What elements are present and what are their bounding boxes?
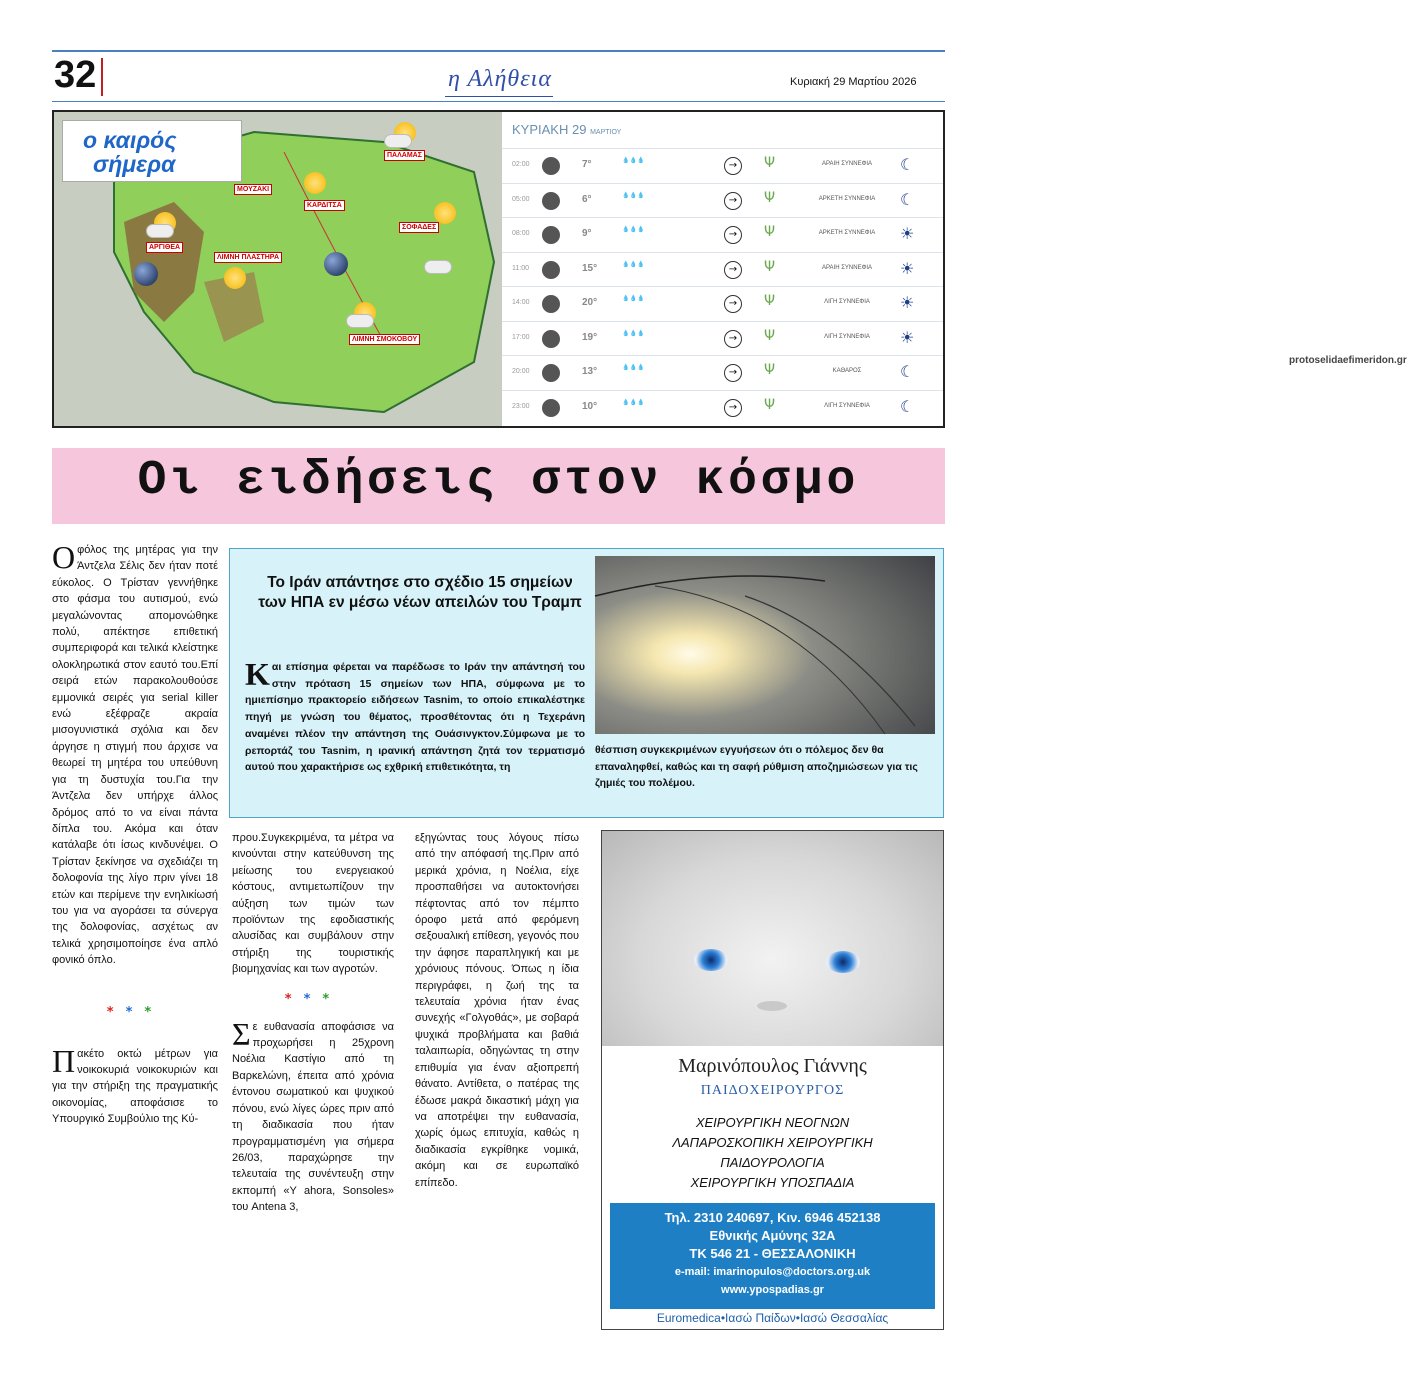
wind-direction-icon: → bbox=[724, 399, 742, 417]
wind-direction-icon: → bbox=[724, 226, 742, 244]
forecast-desc: ΛΙΓΗ ΣΥΝΝΕΦΙΑ bbox=[824, 402, 870, 409]
moon-icon bbox=[134, 262, 158, 286]
town-sofades: ΣΟΦΑΔΕΣ bbox=[399, 222, 439, 233]
sun-icon bbox=[224, 267, 246, 289]
forecast-row bbox=[502, 355, 943, 390]
forecast-time: 23:00 bbox=[512, 402, 530, 410]
forecast-desc: ΛΙΓΗ ΣΥΝΝΕΦΙΑ bbox=[824, 299, 870, 305]
tree-icon: Ψ bbox=[764, 327, 776, 344]
forecast-temp: 19° bbox=[582, 331, 598, 343]
town-argithea: ΑΡΓΙΘΕΑ bbox=[146, 242, 183, 253]
service-item: ΧΕΙΡΟΥΡΓΙΚΗ ΝΕΟΓΝΩΝ bbox=[695, 1115, 850, 1130]
sun-cloud-icon: ☀ bbox=[900, 224, 915, 243]
tree-icon: Ψ bbox=[764, 258, 776, 275]
service-item: ΧΕΙΡΟΥΡΓΙΚΗ ΥΠΟΣΠΑΔΙΑ bbox=[690, 1175, 855, 1190]
watermark: protoselidaefimeridon.gr bbox=[1286, 354, 1410, 367]
town-karditsa: ΚΑΡΔΙΤΣΑ bbox=[304, 200, 345, 211]
condition-icon bbox=[542, 399, 560, 417]
sun-cloud-icon: ☀ bbox=[900, 258, 915, 278]
forecast-desc: ΑΡΑΙΗ ΣΥΝΝΕΦΙΑ bbox=[821, 161, 873, 167]
eye-right bbox=[826, 951, 860, 973]
wind-direction-icon: → bbox=[724, 192, 742, 210]
forecast-row bbox=[502, 183, 943, 218]
website-link[interactable]: www.ypospadias.gr bbox=[721, 1284, 824, 1296]
phone: Τηλ. 2310 240697, Κιν. 6946 452138 bbox=[664, 1210, 881, 1225]
forecast-desc: ΑΡΚΕΤΗ ΣΥΝΝΕΦΙΑ bbox=[818, 195, 876, 202]
sun-icon bbox=[434, 202, 456, 224]
headline: Το Ιράν απάντησε στο σχέδιο 15 σημείων των ΗΠΑ εν μέσω νέων απειλών του Τραμπ bbox=[258, 574, 582, 611]
forecast-row bbox=[502, 252, 943, 287]
town-limni-plastira: ΛΙΜΝΗ ΠΛΑΣΤΗΡΑ bbox=[214, 252, 282, 263]
separator-stars: *** bbox=[106, 1004, 164, 1020]
left-column bbox=[52, 539, 218, 1128]
article-mother bbox=[52, 539, 218, 969]
town-palamas: ΠΑΛΑΜΑΣ bbox=[384, 150, 425, 161]
page-number: 32 bbox=[54, 54, 97, 96]
wind-direction-icon: → bbox=[724, 261, 742, 279]
forecast-temp: 6° bbox=[582, 193, 592, 205]
dropcap: Κ bbox=[245, 656, 270, 692]
doctor-name: Μαρινόπουλος Γιάννης bbox=[678, 1055, 867, 1077]
article-text: φόλος της μητέρας για την Άντζελα Σέλις δεν ήταν ποτέ εύκολος. Ο Τρίσταν γεννήθηκε στο φάσμα του αυτισμού, ενώ μεγαλώνοντας απομονώθηκε πολύ, απέκτησε επιθετική συμπεριφορά και τελικά κλείστηκε ολοκληρωτικά στον εαυτό του.Επί σειρά ετών παρακολουθούσε εμμονικά σειρές για serial killer ενώ εξέφραζε ακραία μισογυνιστικά σχόλια και δεν άργησε η στιγμή που άρχισε να θεωρεί τη μητέρα του υπεύθυνη για τη δυστυχία του.Για την Άντζελα δεν υπήρχε άλλος δρόμος από το να είναι πάντα δίπλα του. Ακόμα και όταν κατάλαβε ότι ίσως κινδυνέψει. Ο Τρίσταν ξεκίνησε να σχεδιάζει τη δολοφονία της λίγο πριν γίνει 18 ετών και περίμενε την ενηλικίωσή του για να αγοράσει τα σύνεργα της δολοφονίας, ασχέτως αν τελικά χρησιμοποίησε ένα απλό φονικό όπλο. bbox=[52, 544, 218, 967]
forecast-desc: ΑΡΑΙΗ ΣΥΝΝΕΦΙΑ bbox=[821, 264, 873, 271]
forecast-row bbox=[502, 321, 943, 356]
article-euthanasia bbox=[232, 1015, 394, 1216]
forecast-desc: ΚΑΘΑΡΟΣ bbox=[832, 368, 862, 374]
moon-icon: ☾ bbox=[900, 362, 915, 381]
humidity-drops-icon: 💧💧💧 bbox=[622, 261, 645, 268]
tree-icon: Ψ bbox=[764, 396, 776, 413]
weather-logo bbox=[62, 120, 242, 182]
service-item: ΛΑΠΑΡΟΣΚΟΠΙΚΗ ΧΕΙΡΟΥΡΓΙΚΗ bbox=[672, 1135, 873, 1150]
wind-direction-icon: → bbox=[724, 330, 742, 348]
logo-line1: ο καιρός bbox=[83, 127, 177, 153]
service-item: ΠΑΙΔΟΥΡΟΛΟΓΙΑ bbox=[720, 1155, 825, 1170]
right-column bbox=[415, 830, 579, 1191]
forecast-row bbox=[502, 286, 943, 321]
news-photo bbox=[595, 556, 935, 734]
sun-cloud-icon: ☀ bbox=[900, 293, 915, 312]
section-title: Οι ειδήσεις στον κόσμο bbox=[137, 454, 860, 508]
article-text: αι επίσημα φέρεται να παρέδωσε το Ιράν την απάντησή του στην πρόταση 15 σημείων των ΗΠΑ, σύμφωνα με το ημιεπίσημο πρακτορείο ειδήσεων Tasnim, το οποίο επικαλέστηκε πηγή με γνώση του θέματος, προσθέτοντας ότι η Τεχεράνη αναμένει πλέον την απάντηση της Ουάσινγκτον.Σύμφωνα με το ρεπορτάζ του Tasnim, η ιρανική απάντηση ζητά τον τερματισμό αυτού που χαρακτήρισε ως εχθρική επιθετικότητα, τη bbox=[245, 661, 585, 774]
tree-icon: Ψ bbox=[764, 362, 776, 378]
featured-news-box bbox=[229, 548, 944, 818]
forecast-time: 02:00 bbox=[512, 161, 530, 168]
article-measures bbox=[52, 1042, 218, 1128]
photo-caption: θέσπιση συγκεκριμένων εγγυήσεων ότι ο πόλεμος δεν θα επαναληφθεί, καθώς και τη σαφή ρύθμιση αποζημιώσεων για τις ζημιές του πολέμου. bbox=[595, 744, 918, 790]
humidity-drops-icon: 💧💧💧 bbox=[622, 227, 645, 233]
forecast-desc: ΑΡΚΕΤΗ ΣΥΝΝΕΦΙΑ bbox=[818, 230, 876, 236]
condition-icon bbox=[542, 261, 560, 279]
condition-icon bbox=[542, 295, 560, 313]
sun-cloud-icon: ☀ bbox=[900, 327, 915, 347]
city: ΤΚ 546 21 - ΘΕΣΣΑΛΟΝΙΚΗ bbox=[689, 1246, 856, 1261]
section-banner bbox=[52, 448, 945, 524]
baby-photo bbox=[602, 831, 943, 1046]
moon-icon bbox=[324, 252, 348, 276]
article-euthanasia-cont: εξηγώντας τους λόγους πίσω από την απόφασή της.Πριν από μερικά χρόνια, η Νοέλια, είχε προσπαθήσει να αυτοκτονήσει πέφτοντας από τον πέμπτο όροφο μετά από φερόμενη σεξουαλική επίθεση, γεγονός που την άφησε παραπληγική και με χρόνιους πόνους. Όπως η ίδια περιγράφει, η ζωή της τα τελευταία χρόνια ήταν ένας συνεχής «Γολγοθάς», με σοβαρά ψυχικά προβλήματα και βαθιά ταλαιπωρία, οδηγώντας τη στην επιθυμία για έναν αξιοπρεπή θάνατο. Αντίθετα, ο πατέρας της έδωσε μακρά δικαστική μάχη για να αποτρέψει την ευθανασία, χωρίς όμως επιτυχία, καθώς η διαδικασία εγκρίθηκε νομικά, ακόμη και σε ευρωπαϊκό επίπεδο. bbox=[415, 832, 579, 1189]
logo-line2: σήμερα bbox=[93, 151, 176, 177]
condition-icon bbox=[542, 157, 560, 175]
moon-cloud-icon: ☾ bbox=[900, 155, 915, 174]
services-list bbox=[602, 1113, 943, 1193]
forecast-temp: 20° bbox=[582, 297, 598, 308]
middle-column bbox=[232, 830, 394, 1216]
page-number-divider bbox=[101, 58, 103, 96]
forecast-time: 17:00 bbox=[512, 333, 530, 341]
forecast-row bbox=[502, 148, 943, 183]
cloud-icon bbox=[346, 314, 374, 328]
forecast-row bbox=[502, 217, 943, 252]
forecast-temp: 13° bbox=[582, 366, 598, 377]
forecast-time: 05:00 bbox=[512, 195, 530, 203]
humidity-drops-icon: 💧💧💧 bbox=[622, 330, 645, 337]
forecast-time: 14:00 bbox=[512, 299, 530, 306]
cloud-icon bbox=[146, 224, 174, 238]
forecast-temp: 7° bbox=[582, 159, 592, 170]
condition-icon bbox=[542, 364, 560, 382]
tree-icon: Ψ bbox=[764, 293, 776, 309]
humidity-drops-icon: 💧💧💧 bbox=[622, 399, 645, 406]
header-rule bbox=[52, 50, 945, 52]
wind-direction-icon: → bbox=[724, 157, 742, 175]
photo-graphic bbox=[595, 556, 935, 734]
condition-icon bbox=[542, 192, 560, 210]
contact-box bbox=[610, 1203, 935, 1309]
forecast-heading bbox=[512, 122, 621, 137]
moon-cloud-icon: ☾ bbox=[900, 396, 915, 416]
humidity-drops-icon: 💧💧💧 bbox=[622, 192, 645, 199]
forecast-row bbox=[502, 390, 943, 425]
cloud-icon bbox=[424, 260, 452, 274]
sun-icon bbox=[304, 172, 326, 194]
dropcap: Σ bbox=[232, 1015, 251, 1052]
humidity-drops-icon: 💧💧💧 bbox=[622, 158, 645, 164]
address: Εθνικής Αμύνης 32Α bbox=[709, 1228, 836, 1243]
weather-panel bbox=[52, 110, 1407, 428]
issue-date: Κυριακή 29 Μαρτίου 2026 bbox=[790, 76, 917, 88]
tree-icon: Ψ bbox=[764, 189, 776, 206]
eye-left bbox=[694, 949, 728, 971]
forecast-table bbox=[502, 112, 1407, 426]
forecast-day: ΚΥΡΙΑΚΗ 29 bbox=[512, 122, 587, 137]
forecast-time: 08:00 bbox=[512, 230, 530, 237]
dropcap: Ο bbox=[52, 539, 76, 575]
cloud-icon bbox=[384, 134, 412, 148]
email-link[interactable]: e-mail: imarinopulos@doctors.org.uk bbox=[674, 1266, 871, 1278]
doctor-specialty: ΠΑΙΔΟΧΕΙΡΟΥΡΓΟΣ bbox=[700, 1083, 845, 1098]
article-text: ακέτο οκτώ μέτρων για νοικοκυριά νοικοκυριών και για την στήριξη της πραγματικής οικονομίας, αποφάσισε το Υπουργικό Συμβούλιο της Κύ- bbox=[52, 1047, 218, 1126]
article-text: ε ευθανασία αποφάσισε να προχωρήσει η 25χρονη Νοέλια Καστίγιο από τη Βαρκελώνη, έπειτα από χρόνια έντονου σωματικού και ψυχικού πόνου, ενώ λίγες ώρες πριν από τη διαδικασία που ήταν προγραμματισμένη για σήμερα 26/03, παραχώρησε την τελευταία της συνέντευξη στην εκπομπή «Y ahora, Sonsoles» του Antena 3, bbox=[232, 1020, 394, 1214]
nose bbox=[757, 1001, 787, 1011]
forecast-time: 11:00 bbox=[512, 264, 529, 272]
town-limni-smokovou: ΛΙΜΝΗ ΣΜΟΚΟΒΟΥ bbox=[349, 334, 420, 345]
forecast-month: ΜΑΡΤΙΟΥ bbox=[590, 129, 622, 136]
ad-footer: Euromedica•Ιασώ Παίδων•Ιασώ Θεσσαλίας bbox=[656, 1311, 889, 1325]
doctor-advertisement bbox=[601, 830, 944, 1330]
masthead: η Αλήθεια bbox=[448, 66, 552, 92]
separator-stars: *** bbox=[284, 991, 342, 1007]
forecast-temp: 15° bbox=[582, 262, 598, 274]
masthead-underline bbox=[445, 96, 553, 97]
forecast-temp: 9° bbox=[582, 228, 592, 239]
humidity-drops-icon: 💧💧💧 bbox=[622, 296, 645, 302]
header-rule-bottom bbox=[52, 101, 945, 102]
dropcap: Π bbox=[52, 1042, 76, 1079]
article-measures-cont: πρου.Συγκεκριμένα, τα μέτρα να κινούνται στην κατεύθυνση της μείωσης του ενεργειακού κόστους, αντιμετωπίζουν την αύξηση των τιμών των προϊόντων της εφοδιαστικής αλυσίδας και συμβάλουν στην στήριξη της τουριστικής βιομηχανίας και των αγροτών. bbox=[232, 832, 394, 976]
wind-direction-icon: → bbox=[724, 295, 742, 313]
forecast-temp: 10° bbox=[582, 400, 598, 412]
tree-icon: Ψ bbox=[764, 224, 776, 240]
condition-icon bbox=[542, 330, 560, 348]
town-mouzaki: ΜΟΥΖΑΚΙ bbox=[234, 184, 272, 195]
tree-icon: Ψ bbox=[764, 155, 776, 171]
headline-body bbox=[245, 656, 585, 776]
forecast-desc: ΛΙΓΗ ΣΥΝΝΕΦΙΑ bbox=[824, 333, 870, 340]
forecast-time: 20:00 bbox=[512, 368, 530, 375]
condition-icon bbox=[542, 226, 560, 244]
humidity-drops-icon: 💧💧💧 bbox=[622, 365, 645, 371]
moon-cloud-icon: ☾ bbox=[900, 189, 915, 209]
weather-map bbox=[54, 112, 502, 426]
wind-direction-icon: → bbox=[724, 364, 742, 382]
